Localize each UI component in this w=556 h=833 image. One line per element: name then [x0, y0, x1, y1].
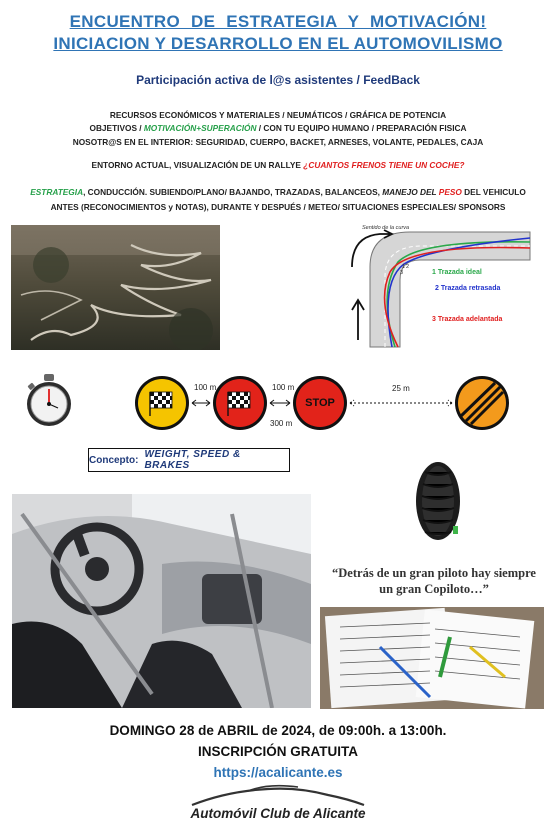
topics-line6: ANTES (RECONOCIMIENTOS y NOTAS), DURANTE Y DESPUÉS / METEO/ SITUACIONES ESPECIALES/ SPONSORS — [50, 202, 506, 212]
legend-ideal: 1 Trazada ideal — [432, 269, 482, 276]
topics-line4 — [0, 160, 556, 170]
topics-line3: NOSOTR@S EN EL INTERIOR: SEGURIDAD, CUERPO, BACKET, ARNESES, VOLANTE, PEDALES, CAJA — [72, 137, 484, 147]
weight-handling-text: MANEJO DEL — [382, 187, 439, 197]
stopwatch-icon — [24, 372, 74, 430]
signs-row — [134, 376, 514, 434]
checkered-flag-red-sign — [213, 376, 267, 430]
event-date: DOMINGO 28 de ABRIL de 2024, de 09:00h. a 13:00h. — [109, 723, 447, 738]
pace-notes-photo — [320, 607, 544, 709]
distance-label-3: 300 m — [270, 419, 293, 428]
event-title-line1: ENCUENTRO DE ESTRATEGIA Y MOTIVACIÓN! — [69, 12, 487, 31]
racing-line-diagram — [340, 222, 532, 352]
marker-2: 2 — [406, 264, 410, 270]
feedback-text: FeedBack — [363, 73, 420, 87]
club-brand: Automóvil Club de Alicante — [190, 806, 366, 821]
concept-label: Concepto: — [89, 454, 139, 466]
legend-late: 2 Trazada retrasada — [435, 285, 501, 292]
website-link[interactable]: https://acalicante.es — [213, 765, 343, 780]
weight-text: PESO — [438, 187, 462, 197]
strategy-text: ESTRATEGIA — [30, 187, 84, 197]
topics-line1: RECURSOS ECONÓMICOS Y MATERIALES / NEUMÁTICOS / GRÁFICA DE POTENCIA — [109, 110, 447, 120]
direction-arrow-icon — [352, 300, 364, 340]
vehicle-text: DEL VEHICULO — [461, 187, 526, 197]
objectives-text: OBJETIVOS / — [89, 123, 144, 133]
topics-line2 — [0, 123, 556, 133]
motivation-text: MOTIVACIÓN+SUPERACIÓN — [143, 123, 257, 133]
concept-keywords: WEIGHT, SPEED & BRAKES — [144, 449, 241, 471]
participation-text: Participación activa de l@s asistentes / — [136, 73, 360, 87]
driving-text: , CONDUCCIÓN. SUBIENDO/PLANO/ BAJANDO, TRAZADAS, BALANCEOS, — [83, 187, 383, 197]
mountain-road-photo — [11, 225, 220, 350]
team-text: / CON TU EQUIPO HUMANO / PREPARACIÓN FISICA — [256, 123, 467, 133]
car-interior-photo — [12, 494, 311, 708]
topics-line5 — [0, 187, 556, 197]
brakes-question: ¿CUANTOS FRENOS TIENE UN COCHE? — [303, 160, 465, 170]
curve-direction-label: Sentido de la curva — [362, 225, 410, 231]
copilot-quote: “Detrás de un gran piloto hay siempre un gran Copiloto…” — [332, 566, 536, 596]
event-title-line2: INICIACION Y DESARROLLO EN EL AUTOMOVILISMO — [53, 34, 503, 53]
checkered-flag-yellow-sign — [135, 376, 189, 430]
marker-3: 3 — [400, 270, 404, 276]
marker-1: 1 — [402, 264, 406, 270]
distance-label-1: 100 m — [194, 383, 217, 392]
environment-text: ENTORNO ACTUAL, VISUALIZACIÓN DE UN RALLYE — [91, 160, 304, 170]
distance-label-2: 100 m — [272, 383, 295, 392]
end-zone-sign — [455, 376, 509, 430]
distance-label-4: 25 m — [392, 384, 410, 393]
stop-label: STOP — [305, 397, 335, 409]
registration-info: INSCRIPCIÓN GRATUITA — [198, 744, 358, 759]
participation-line — [0, 73, 556, 87]
concept-box — [88, 448, 290, 472]
legend-early: 3 Trazada adelantada — [432, 316, 503, 323]
tire-image — [413, 460, 463, 542]
